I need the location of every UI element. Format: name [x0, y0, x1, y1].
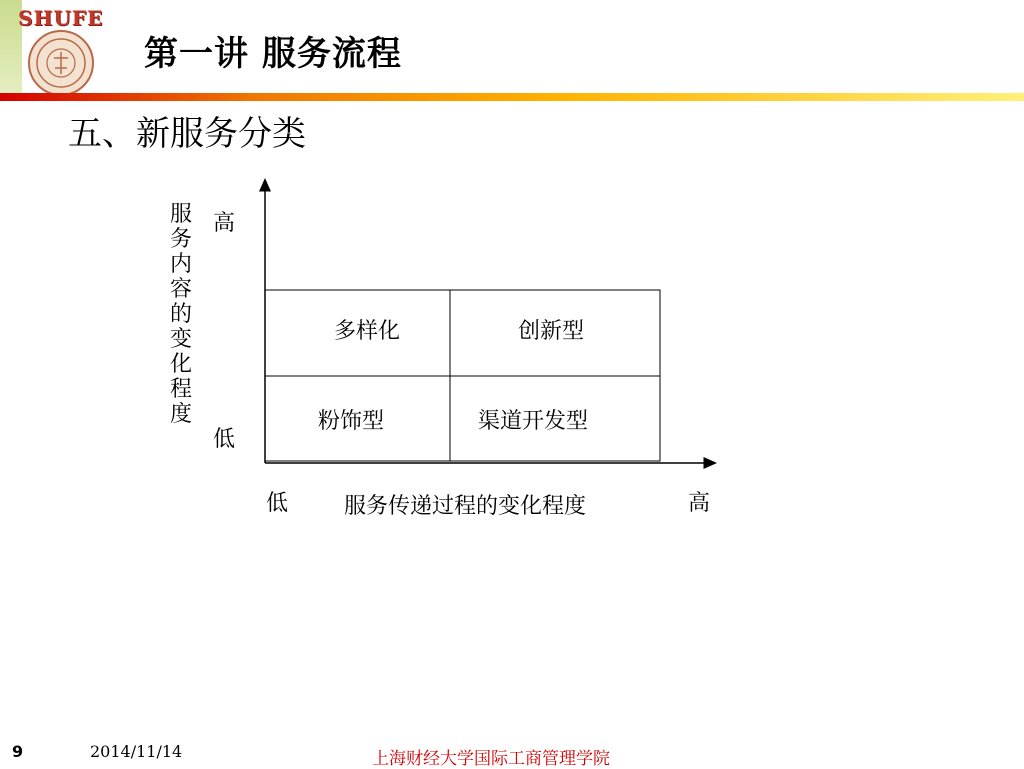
- x-axis-label: 服务传递过程的变化程度: [344, 494, 587, 519]
- y-low-label: 低: [213, 427, 236, 452]
- x-high-label: 高: [688, 491, 711, 516]
- institution-name: 上海财经大学国际工商管理学院: [372, 749, 610, 769]
- cell-top-left: 多样化: [334, 319, 401, 344]
- slide-number: 9: [12, 742, 24, 761]
- slide-date: 2014/11/14: [90, 742, 183, 761]
- logo-text: SHUFE: [18, 6, 104, 30]
- cell-bottom-left: 粉饰型: [318, 409, 385, 434]
- y-axis-label: 服务内容的变化程度: [169, 202, 192, 427]
- slide-subtitle: 五、新服务分类: [68, 114, 306, 154]
- x-low-label: 低: [266, 491, 289, 516]
- page-title: 第一讲 服务流程: [144, 34, 402, 74]
- cell-top-right: 创新型: [518, 319, 585, 344]
- y-high-label: 高: [213, 211, 236, 236]
- cell-bottom-right: 渠道开发型: [478, 409, 589, 434]
